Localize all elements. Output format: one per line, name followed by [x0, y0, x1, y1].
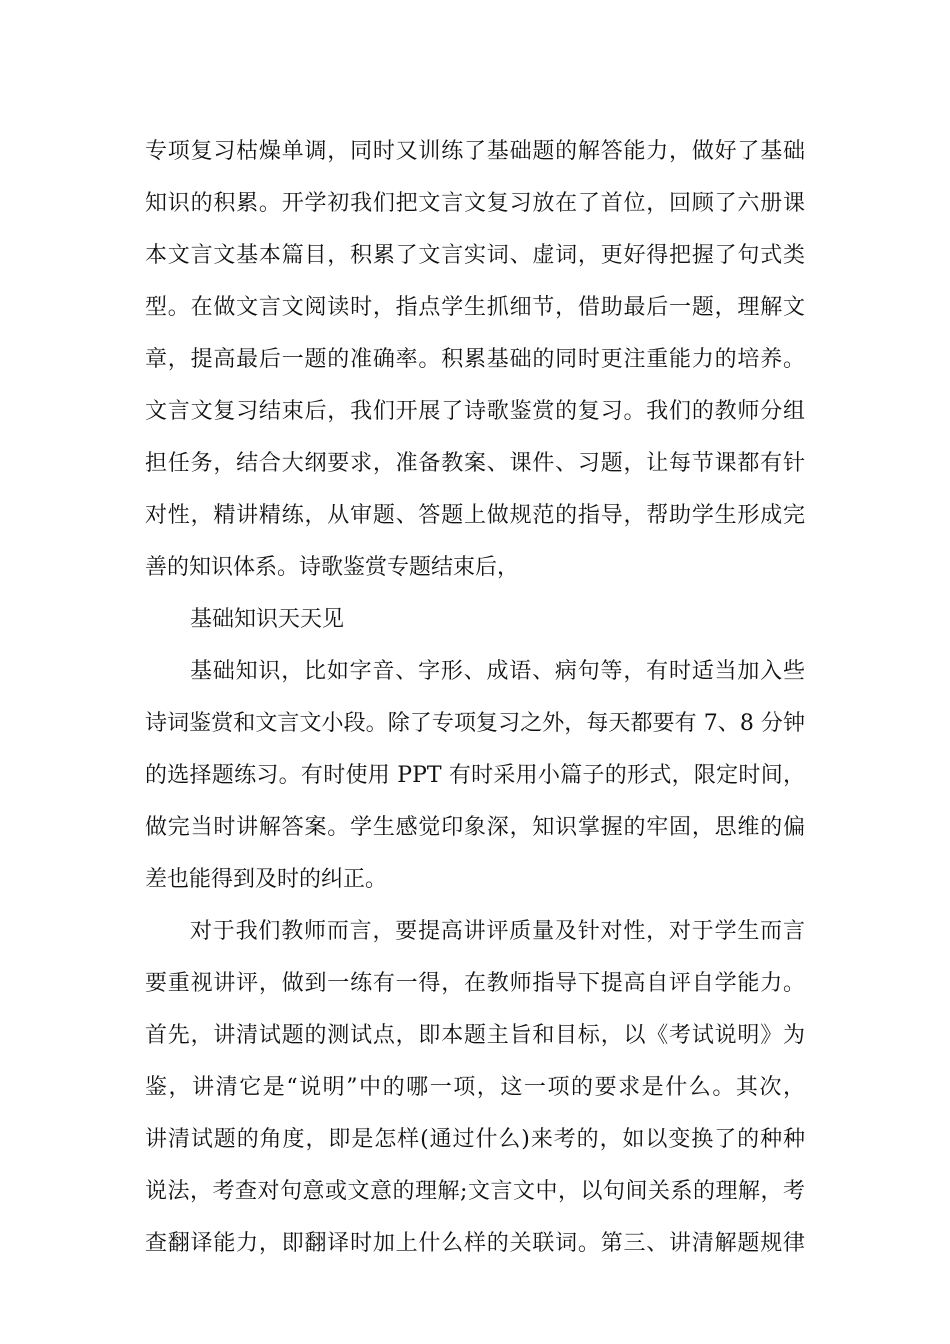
paragraph-line: 专项复习枯燥单调，同时又训练了基础题的解答能力，做好了基础: [145, 139, 805, 164]
paragraph-line: 知识的积累。开学初我们把文言文复习放在了首位，回顾了六册课: [145, 191, 805, 216]
paragraph-line: 鉴，讲清它是“说明”中的哪一项，这一项的要求是什么。其次，: [145, 1075, 805, 1100]
paragraph-line: 对性，精讲精练，从审题、答题上做规范的指导，帮助学生形成完: [145, 503, 805, 528]
paragraph-line: 差也能得到及时的纠正。: [145, 867, 388, 892]
paragraph-line: 做完当时讲解答案。学生感觉印象深，知识掌握的牢固，思维的偏: [145, 815, 805, 840]
paragraph-line: 讲清试题的角度，即是怎样(通过什么)来考的，如以变换了的种种: [145, 1127, 805, 1152]
paragraph-line: 的选择题练习。有时使用 PPT 有时采用小篇子的形式，限定时间，: [145, 763, 805, 788]
paragraph-line: 首先，讲清试题的测试点，即本题主旨和目标，以《考试说明》为: [145, 1023, 805, 1048]
paragraph-line: 文言文复习结束后，我们开展了诗歌鉴赏的复习。我们的教师分组: [145, 399, 805, 424]
paragraph-line: 基础知识，比如字音、字形、成语、病句等，有时适当加入些: [190, 659, 805, 684]
paragraph-line: 型。在做文言文阅读时，指点学生抓细节，借助最后一题，理解文: [145, 295, 805, 320]
paragraph-line: 诗词鉴赏和文言文小段。除了专项复习之外，每天都要有 7、8 分钟: [145, 711, 805, 736]
paragraph-line: 善的知识体系。诗歌鉴赏专题结束后，: [145, 555, 520, 580]
section-heading: 基础知识天天见: [190, 607, 345, 632]
paragraph-line: 说法，考查对句意或文意的理解;文言文中，以句间关系的理解，考: [145, 1179, 805, 1204]
paragraph-line: 章，提高最后一题的准确率。积累基础的同时更注重能力的培养。: [145, 347, 805, 372]
paragraph-line: 对于我们教师而言，要提高讲评质量及针对性，对于学生而言: [190, 919, 805, 944]
paragraph-line: 要重视讲评，做到一练有一得，在教师指导下提高自评自学能力。: [145, 971, 805, 996]
paragraph-line: 担任务，结合大纲要求，准备教案、课件、习题，让每节课都有针: [145, 451, 805, 476]
paragraph-line: 本文言文基本篇目，积累了文言实词、虚词，更好得把握了句式类: [145, 243, 805, 268]
paragraph-line: 查翻译能力，即翻译时加上什么样的关联词。第三、讲清解题规律: [145, 1231, 805, 1256]
